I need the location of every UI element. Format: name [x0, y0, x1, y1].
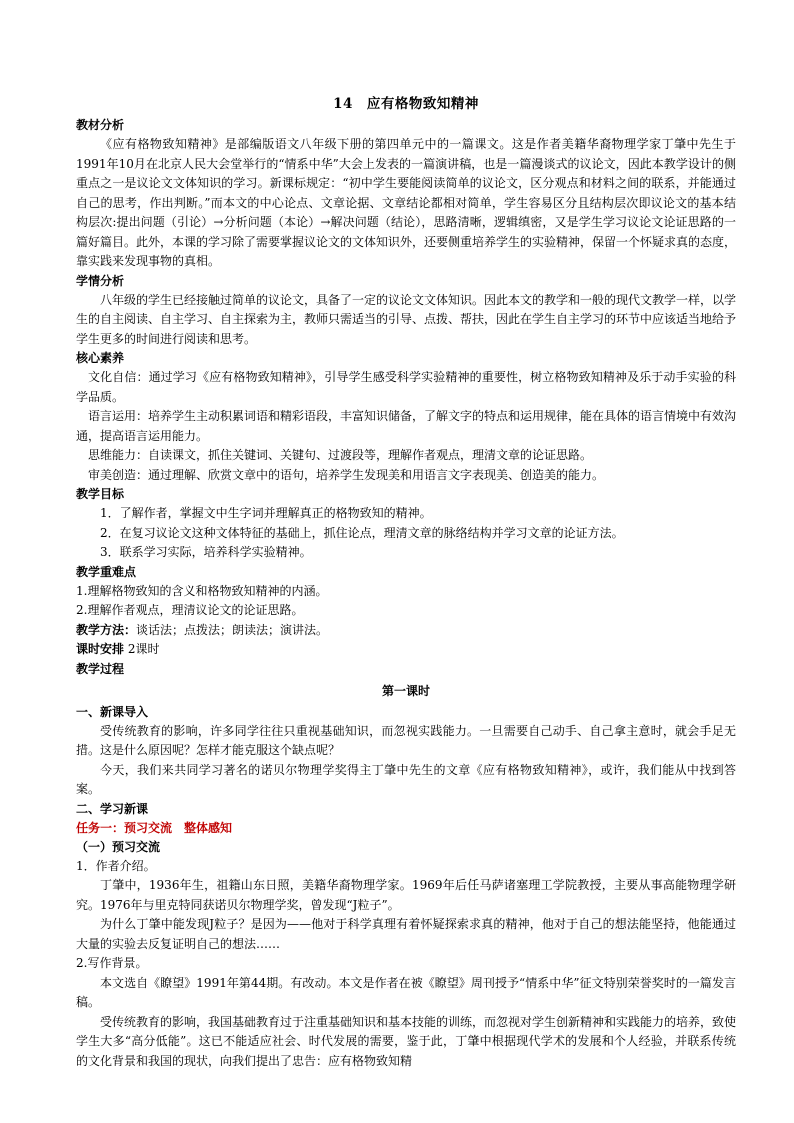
paragraph-xueqing: 八年级的学生已经接触过简单的议论文，具备了一定的议论文文体知识。因此本文的教学和一般的现代文教学一样，以学生的自主阅读、自主学习、自主探索为主，教师只需适当的引导、点拨、帮扶，因此在学生自主学习的环节中应该适当地给予学生更多的时间进行阅读和思考。 — [76, 292, 737, 346]
paragraph-jiaocai: 《应有格物致知精神》是部编版语文八年级下册的第四单元中的一篇课文。这是作者美籍华裔物理学家丁肇中先生于1991年10月在北京人民大会堂举行的“情系中华”大会上发表的一篇演讲稿，也是一篇漫谈式的议论文，因此本教学设计的侧重点之一是议论文文体知识的学习。新课标规定：“初中学生要能阅读简单的议论文，区分观点和材料之间的联系，并能通过自己的思考，作出判断。”而本文的中心论点、文章论据、文章结论都相对简单，学生容易区分且结构层次即议论文的基本结构层次:提出问题（引论）→分析问题（本论）→解决问题（结论），思路清晰，逻辑缜密，又是学生学习议论文论证思路的一篇好篇目。此外，本课的学习除了需要掌握议论文的文体知识外，还要侧重培养学生的实验精神，保留一个怀疑求真的态度，靠实践来发现事物的真相。 — [76, 137, 737, 268]
background-paragraph: 本文选自《瞭望》1991年第44期。有改动。本文是作者在被《瞭望》周刊授予“情系中华”征文特别荣誉奖时的一篇发言稿。 — [76, 975, 736, 1009]
class-hours-text: 2课时 — [124, 642, 160, 656]
zhongnan-item: 2.理解作者观点，理清议论文的论证思路。 — [76, 603, 304, 617]
section-heading-suyang: 核心素养 — [76, 351, 125, 365]
suyang-item: 语言运用：培养学生主动积累词语和精彩语段，丰富知识储备，了解文字的特点和运用规律，能在具体的语言情境中有效沟通，提高语言运用能力。 — [76, 409, 737, 443]
document-page — [76, 92, 736, 1071]
zhongnan-item: 1.理解格物致知的含义和格物致知精神的内涵。 — [76, 583, 328, 598]
section-heading-xueqing: 学情分析 — [76, 273, 125, 288]
class-hours — [76, 640, 736, 660]
suyang-item: 思维能力：自读课文，抓住关键词、关键句、过渡段等，理解作者观点，理清文章的论证思路。 — [88, 448, 593, 462]
class-hours-label: 课时安排 — [76, 642, 125, 656]
intro-paragraph: 受传统教育的影响，许多同学往往只重视基础知识，而忽视实践能力。一旦需要自己动手、自己拿主意时，就会手足无措。这是什么原因呢？怎样才能克服这个缺点呢？ — [76, 723, 736, 757]
section-heading-zhongnan: 教学重难点 — [76, 564, 137, 579]
intro-paragraph: 今天，我们来共同学习著名的诺贝尔物理学奖得主丁肇中先生的文章《应有格物致知精神》，或许，我们能从中找到答案。 — [76, 762, 736, 796]
mubiao-item: 1．了解作者，掌握文中生字词并理解真正的格物致知的精神。 — [100, 506, 432, 520]
teaching-methods-label: 教学方法： — [76, 622, 137, 637]
author-paragraph: 为什么丁肇中能发现J粒子？是因为——他对于科学真理有着怀疑探索求真的精神，他对于自己的想法能坚持，他能通过大量的实验去反复证明自己的想法…… — [76, 917, 736, 951]
page-title: 14 应有格物致知精神 — [333, 96, 479, 112]
teaching-methods — [76, 621, 736, 641]
lesson-heading: 第一课时 — [381, 683, 430, 698]
teaching-methods-text: 谈话法；点拨法；朗读法；演讲法。 — [136, 622, 329, 637]
section-heading-jiaocai: 教材分析 — [76, 118, 125, 132]
mubiao-item: 3．联系学习实际，培养科学实验精神。 — [100, 545, 312, 559]
subsection-heading: （一）预习交流 — [76, 839, 161, 854]
section-heading-guocheng: 教学过程 — [76, 661, 125, 676]
part-heading-new-lesson: 二、学习新课 — [76, 801, 149, 816]
part-heading-intro: 一、新课导入 — [76, 704, 149, 719]
item-author-heading: 1．作者介绍。 — [76, 858, 156, 873]
section-heading-mubiao: 教学目标 — [76, 487, 125, 501]
item-background-heading: 2.写作背景。 — [76, 956, 148, 970]
task-heading: 任务一：预习交流 整体感知 — [76, 820, 233, 835]
author-paragraph: 丁肇中，1936年生，祖籍山东日照，美籍华裔物理学家。1969年后任马萨诸塞理工学院教授，主要从事高能物理学研究。1976年与里克特同获诺贝尔物理学奖，曾发现“J粒子”。 — [76, 878, 736, 912]
suyang-item: 审美创造：通过理解、欣赏文章中的语句，培养学生发现美和用语言文字表现美、创造美的能力。 — [88, 467, 605, 482]
suyang-item: 文化自信：通过学习《应有格物致知精神》，引导学生感受科学实验精神的重要性，树立格物致知精神及乐于动手实验的科学品质。 — [76, 370, 736, 404]
mubiao-item: 2．在复习议论文这种文体特征的基础上，抓住论点，理清文章的脉络结构并学习文章的论证方法。 — [100, 525, 624, 540]
background-paragraph: 受传统教育的影响，我国基础教育过于注重基础知识和基本技能的训练，而忽视对学生创新精神和实践能力的培养，致使学生大多“高分低能”。这已不能适应社会、时代发展的需要，鉴于此，丁肇中根据现代学术的发展和个人经验，并联系传统的文化背景和我国的现状，向我们提出了忠告：应有格物致知精 — [76, 1014, 737, 1068]
